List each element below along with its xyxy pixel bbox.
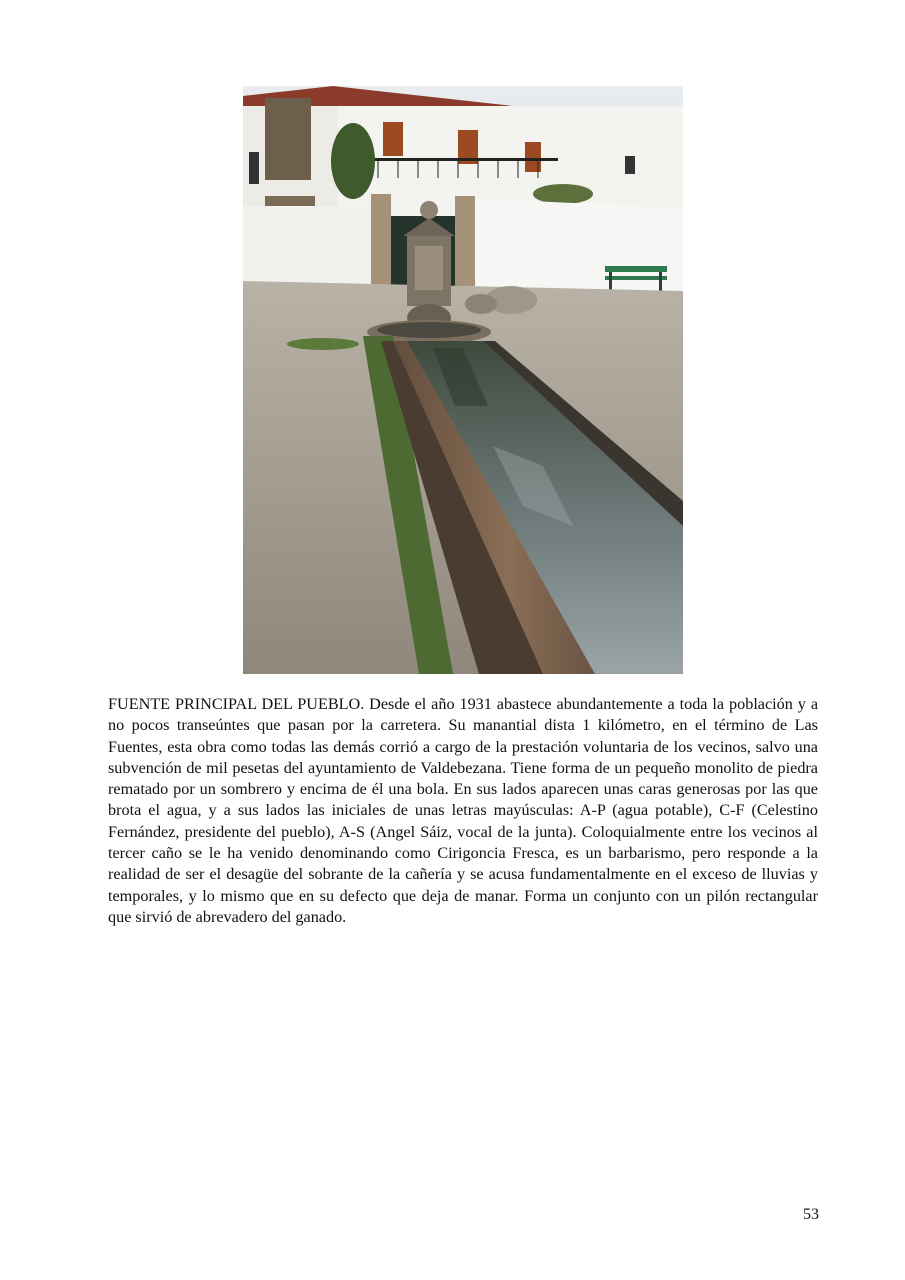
fountain-photo xyxy=(243,86,683,674)
fountain-illustration xyxy=(243,86,683,674)
page-number: 53 xyxy=(803,1206,819,1223)
figure-caption-paragraph: FUENTE PRINCIPAL DEL PUEBLO. Desde el año 1931 abastece abundantemente a toda la población y a no pocos transeúntes que pasan por la carretera. Su manantial dista 1 kilómetro, en el término de Las Fuentes, esta obra como todas las demás corrió a cargo de la prestación voluntaria de los vecinos, salvo una subvención de mil pesetas del ayuntamiento de Valdebezana. Tiene forma de un pequeño monolito de piedra rematado por un sombrero y encima de él una bola. En sus lados aparecen unas caras generosas por las que brota el agua, y a sus lados las iniciales de unas letras mayúsculas: A-P (agua potable), C-F (Celestino Fernández, presidente del pueblo), A-S (Angel Sáiz, vocal de la junta). Coloquialmente entre los vecinos al tercer caño se le ha venido denominando como Cirigoncia Fresca, es un barbarismo, pero responde a la realidad de ser el desagüe del sobrante de la cañería y se acusa fundamentalmente en el exceso de lluvias y temporales, y lo mismo que en su defecto que deja de manar. Forma un conjunto con un pilón rectangular que sirvió de abrevadero del ganado. xyxy=(108,695,818,926)
